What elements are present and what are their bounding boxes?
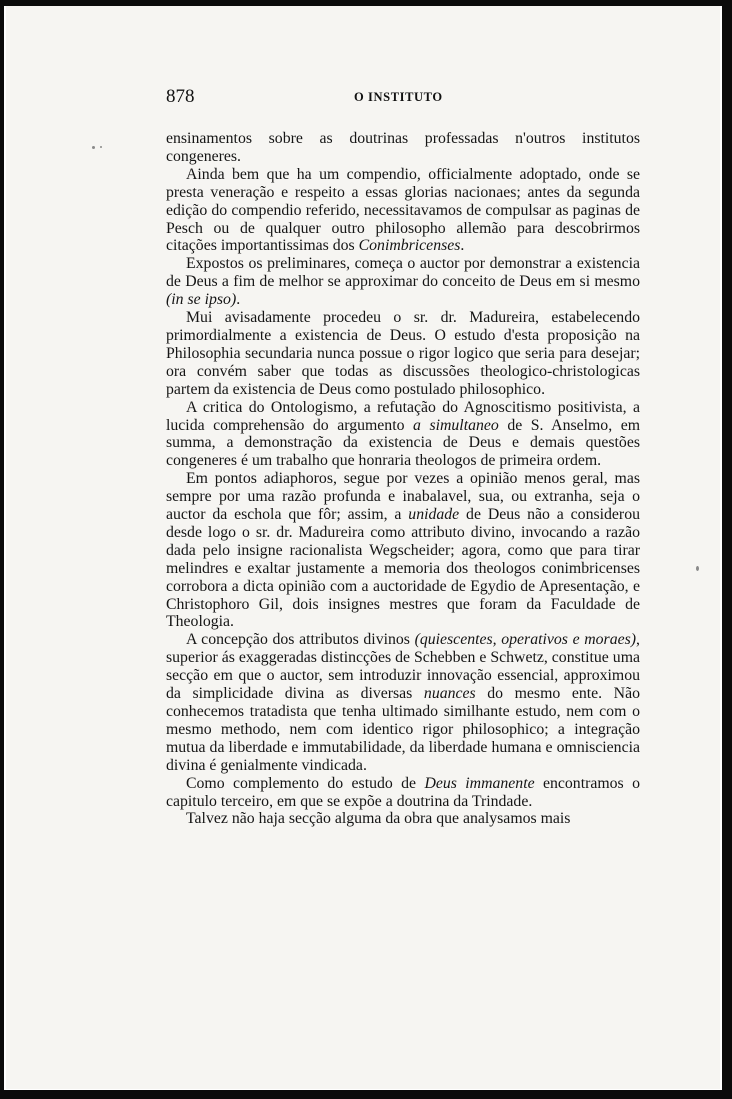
paragraph-text: A critica do Ontologismo, a refutação do Agnoscitismo positivista, a lucida comprehensão do argumento [166,398,640,434]
paper-speck [696,566,699,571]
body-text [166,130,640,828]
italic-text: Conimbricenses [358,237,461,255]
paragraph-text: Em pontos adiaphoros, segue por vezes a opinião menos geral, mas sempre por uma razão profunda e inabalavel, sua, ou extranha, seja o auctor da eschola que fôr; assim, a [166,470,640,524]
paragraph-text: Mui avisadamente procedeu o sr. dr. Madureira, estabelecendo primordialmente a existencia de Deus. O estudo d'esta proposição na Philosophia secundaria nunca possue o rigor logico que seria para desejar; ora convém saber que todas as discussões theologico-christologicas partem da existencia de Deus como postulado philosophico. [166,309,640,398]
italic-text: (quiescentes, operativos e moraes) [414,631,637,649]
italic-text: nuances [423,685,476,703]
paper-speck [100,146,102,148]
paragraph-text: Como complemento do estudo de [186,774,425,792]
paragraph-text: Talvez não haja secção alguma da obra que analysamos mais [186,810,571,828]
paragraph-text: de S. Anselmo, em summa, a demonstração da existencia de Deus e demais questões congeneres é um trabalho que honraria theologos de primeira ordem. [166,416,640,470]
paragraph-text: , superior ás exaggeradas distincções de Schebben e Schwetz, constitue uma secção em que o auctor, sem introduzir innovação essencial, approximou da simplicidade divina as diversas [166,631,640,703]
paragraph-text: . [460,237,465,255]
paper-speck [92,146,95,149]
paragraph-p6 [166,470,640,631]
paragraph-text: . [236,291,241,309]
italic-text: (in se ipso) [166,291,237,309]
running-title: O INSTITUTO [354,90,443,104]
paragraph-text: ensinamentos sobre as doutrinas professadas n'outros institutos congeneres. [166,130,640,165]
page-number: 878 [166,86,195,107]
paragraph-text: Ainda bem que ha um compendio, officialmente adoptado, onde se presta veneração e respeito a essas glorias nacionaes; antes da segunda edição do compendio referido, necessitavamos de compulsar as paginas de Pesch ou de qualquer outro philosopho allemão para descobrirmos citações importantissimas dos [166,165,640,255]
paragraph-p2 [166,166,640,256]
paragraph-p9 [166,810,640,828]
italic-text: a simultaneo [413,416,499,434]
scan-border-right [722,0,732,1099]
paragraph-text: Expostos os preliminares, começa o auctor por demonstrar a existencia de Deus a fim de melhor se approximar do conceito de Deus em si mesmo [166,255,640,291]
paragraph-text: do mesmo ente. Não conhecemos tratadista que tenha ultimado similhante estudo, nem com o mesmo methodo, nem com identico rigor philosophico; a integração mutua da liberdade e immutabilidade, da liberdade humana e omnisciencia divina é genialmente vindicada. [166,685,640,774]
paragraph-text: encontramos o capitulo terceiro, em que se expõe a doutrina da Trindade. [166,774,640,810]
paragraph-text: de Deus não a considerou desde logo o sr. dr. Madureira como attributo divino, invocando a razão dada pelo insigne racionalista Wegscheider; agora, como que para tirar melindres e exaltar justamente a memoria dos theologos conimbricenses corrobora a dicta opinião com a auctoridade de Egydio de Apresentação, e Christophoro Gil, dois insignes mestres que foram da Faculdade de Theologia. [166,506,640,631]
paragraph-p8 [166,775,640,811]
paragraph-p5 [166,399,640,471]
page-header [166,86,640,110]
paragraph-p1 [166,130,640,166]
paragraph-p3 [166,255,640,309]
scan-border-bottom [0,1090,732,1099]
paragraph-p4 [166,309,640,399]
italic-text: Deus immanente [424,774,535,792]
italic-text: unidade [408,506,460,524]
paragraph-text: A concepção dos attributos divinos [186,631,415,649]
scan-border-left [0,0,4,1099]
paragraph-p7 [166,631,640,774]
